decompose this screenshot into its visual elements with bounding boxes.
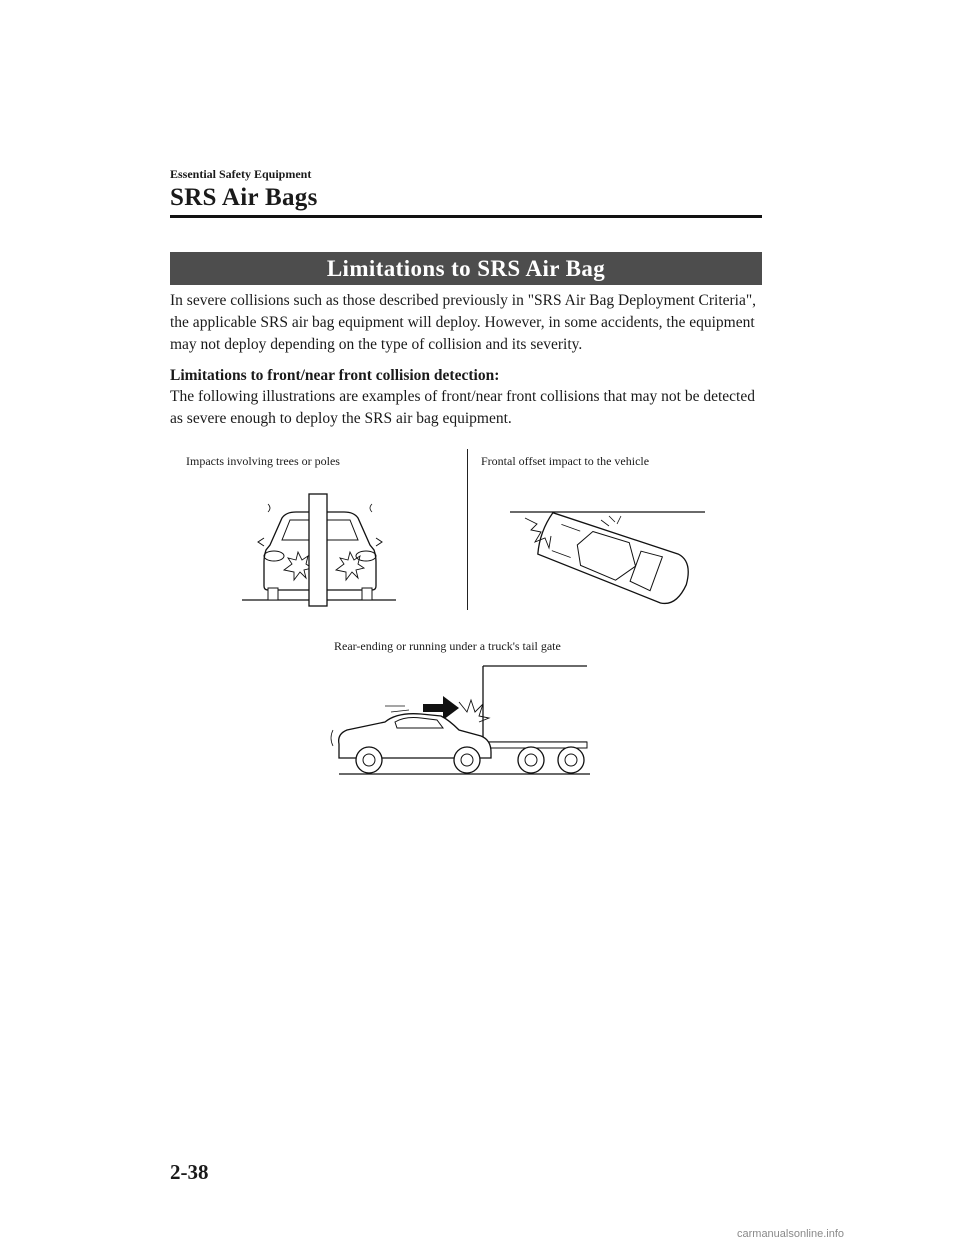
caption-offset-impact: Frontal offset impact to the vehicle	[481, 454, 650, 468]
illustration-divider	[467, 449, 468, 610]
subheading: Limitations to front/near front collision detection:	[170, 367, 500, 384]
header-rule	[170, 215, 762, 218]
section-banner: Limitations to SRS Air Bag	[170, 252, 762, 285]
watermark: carmanualsonline.info	[737, 1228, 845, 1240]
caption-truck-underride: Rear-ending or running under a truck's tail gate	[334, 639, 561, 653]
truck-underride-illustration	[325, 660, 595, 778]
caption-pole-impact: Impacts involving trees or poles	[186, 454, 340, 468]
description-paragraph: The following illustrations are examples of front/near front collisions that may not be detected as severe enough to deploy the SRS air bag equipment.	[170, 388, 755, 427]
chapter-title: SRS Air Bags	[170, 184, 318, 211]
section-label: Essential Safety Equipment	[170, 167, 312, 181]
offset-impact-illustration	[505, 500, 715, 610]
page-number: 2-38	[170, 1160, 209, 1184]
pole-impact-illustration	[240, 490, 400, 608]
intro-paragraph: In severe collisions such as those described previously in "SRS Air Bag Deployment Criteria", the applicable SRS air bag equipment will deploy. However, in some accidents, the equipment may not deploy depending on the type of collision and its severity.	[170, 292, 757, 353]
